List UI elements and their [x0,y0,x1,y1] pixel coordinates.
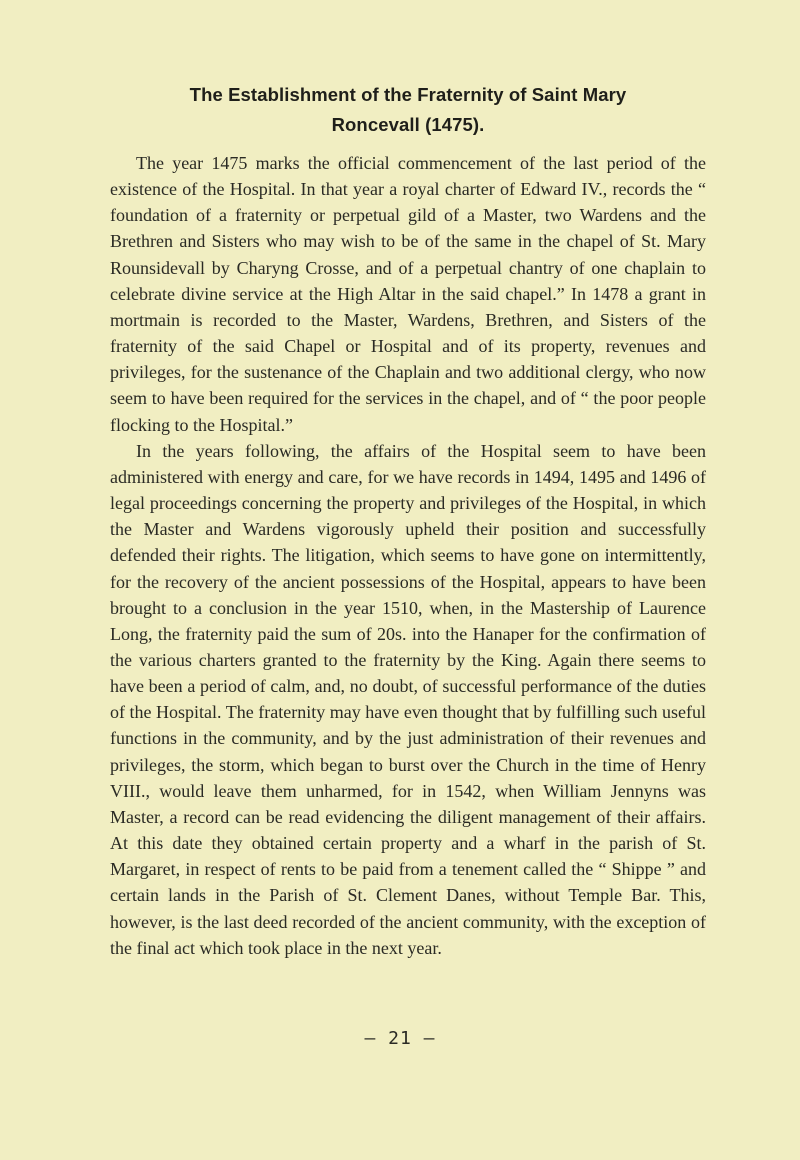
paragraph-1: The year 1475 marks the official commencement of the last period of the existence of the Hospital. In that year a royal charter of Edward IV., records the “ foundation of a fraternity or perpetual gild of a Master, two Wardens and the Brethren and Sisters who may wish to be of the same in the chapel of St. Mary Rounsidevall by Charyng Crosse, and of a perpetual chantry of one chaplain to celebrate divine service at the High Altar in the said chapel.” In 1478 a grant in mortmain is recorded to the Master, Wardens, Brethren, and Sisters of the fraternity of the said Chapel or Hospital and of its property, revenues and privileges, for the sustenance of the Chaplain and two additional clergy, who now seem to have been required for the services in the chapel, and of “ the poor people flocking to the Hospital.” [110,153,706,435]
page-number: — 21 — [364,1028,436,1049]
body-text [110,150,706,961]
chapter-subtitle: Roncevall (1475). [331,114,485,135]
paragraph-2: In the years following, the affairs of the Hospital seem to have been administered with energy and care, for we have records in 1494, 1495 and 1496 of legal proceedings concerning the property and privileges of the Hospital, in which the Master and Wardens vigorously upheld their position and successfully defended their rights. The litigation, which seems to have gone on intermittently, for the recovery of the ancient possessions of the Hospital, appears to have been brought to a conclusion in the year 1510, when, in the Mastership of Laurence Long, the fraternity paid the sum of 20s. into the Hanaper for the confirmation of the various charters granted to the fraternity by the King. Again there seems to have been a period of calm, and, no doubt, of successful performance of the duties of the Hospital. The fraternity may have even thought that by fulfilling such useful functions in the community, and by the just administration of their revenues and privileges, the storm, which began to burst over the Church in the time of Henry VIII., would leave them unharmed, for in 1542, when William Jennyns was Master, a record can be read evidencing the diligent management of their affairs. At this date they obtained certain property and a wharf in the parish of St. Margaret, in respect of rents to be paid from a tenement called the “ Shippe ” and certain lands in the Parish of St. Clement Danes, without Temple Bar. This, however, is the last deed recorded of the ancient community, with the exception of the final act which took place in the next year. [110,440,706,958]
chapter-title: The Establishment of the Fraternity of Saint Mary [189,84,627,105]
